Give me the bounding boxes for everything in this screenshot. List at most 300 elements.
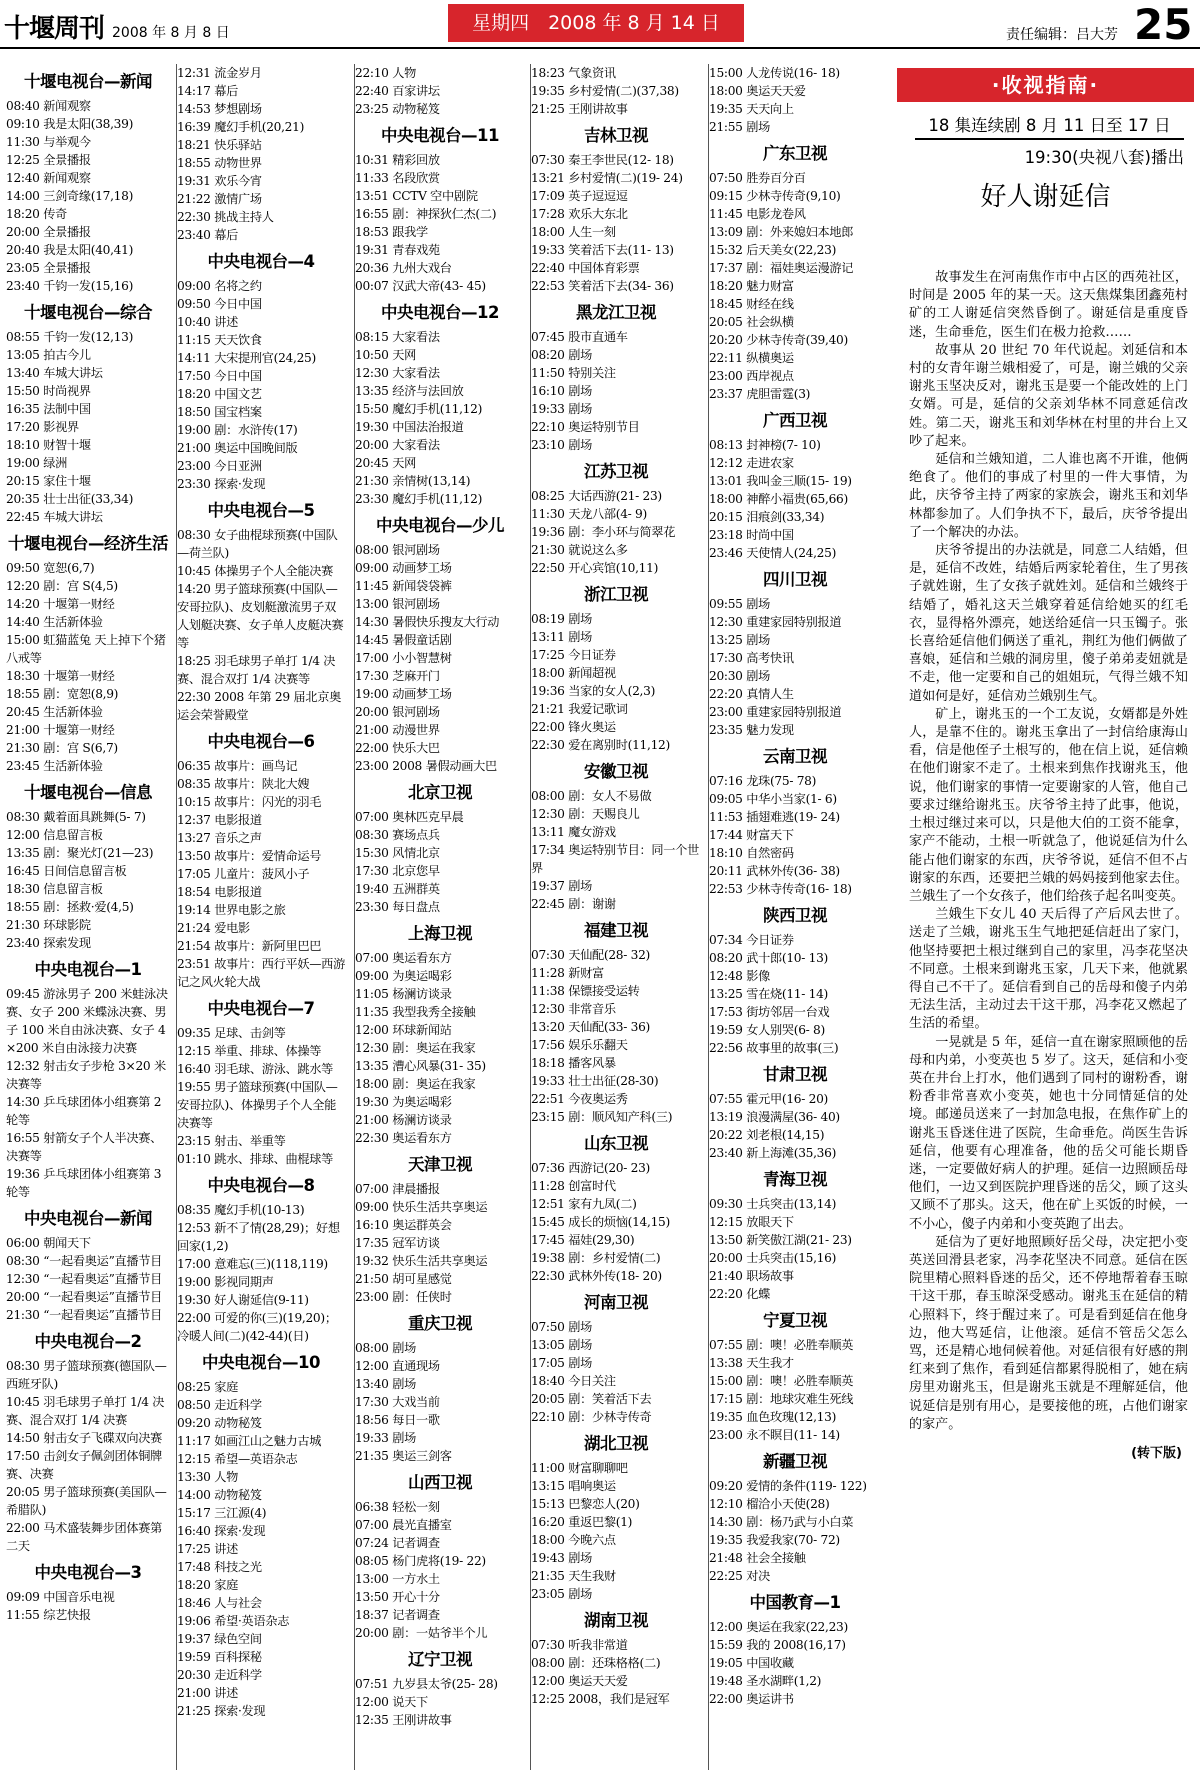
program-entry: 07:50 剧场 [531,1320,592,1334]
program-entry: 18:20 中国文艺 [177,387,262,401]
program-entry: 20:00 剧：一姑爷半个儿 [355,1626,488,1640]
program-entry: 18:30 十堰第一财经 [6,669,115,683]
program-entry: 16:40 羽毛球、游泳、跳水等 [177,1062,334,1076]
program-entry: 06:35 故事片：画鸟记 [177,759,298,773]
guide-paragraph: 故事从 20 世纪 70 年代说起。刘延信和本村的女青年谢兰娥相爱了，可是，谢兰娥的父亲谢兆玉坚决反对，谢兆玉是要一个能改姓的上门女婿。可是，延信的父亲刘华林不同意延信改姓。第二天，谢兆玉和刘华林在村里的井台上又吵了起来。 [909,342,1188,449]
program-entry: 13:38 天生我才 [709,1356,794,1370]
program-entry: 19:35 天天向上 [709,102,794,116]
program-entry: 19:35 血色玫瑰(12,13) [709,1410,837,1424]
program-entry: 16:55 剧：神探狄仁杰(二) [355,207,497,221]
program-entry: 11:15 天天饮食 [177,333,262,347]
channel-heading: 十堰电视台—信息 [24,783,152,802]
program-entry: 20:40 我是太阳(40,41) [6,243,134,257]
program-entry: 18:30 信息留言板 [6,882,103,896]
program-entry: 16:20 重返巴黎(1) [531,1515,633,1529]
channel-heading: 湖北卫视 [584,1434,648,1453]
program-entry: 17:05 剧场 [531,1356,592,1370]
program-entry: 19:31 欢乐今宵 [177,174,262,188]
program-entry: 19:30 好人谢延信(9-11) [177,1293,309,1307]
program-entry: 14:40 生活新体验 [6,615,103,629]
program-entry: 16:10 奥运群英会 [355,1218,452,1232]
program-entry: 23:18 时尚中国 [709,528,794,542]
program-entry: 16:39 魔幻手机(20,21) [177,120,305,134]
program-entry: 23:15 射击、举重等 [177,1134,286,1148]
channel-heading: 吉林卫视 [584,126,648,145]
program-entry: 17:30 北京您早 [355,864,440,878]
program-entry: 14:53 梦想剧场 [177,102,262,116]
program-entry: 08:00 剧场 [355,1341,416,1355]
program-entry: 17:56 娱乐乐翻天 [531,1038,628,1052]
program-entry: 09:00 名将之约 [177,279,262,293]
program-entry: 20:00 大家看法 [355,438,440,452]
channel-heading: 山西卫视 [408,1473,472,1492]
channel-heading: 中央电视台—7 [207,999,315,1018]
program-entry: 13:51 CCTV 空中剧院 [355,189,478,203]
channel-heading: 陕西卫视 [763,906,827,925]
program-entry: 10:45 羽毛球男子单打 1/4 决赛、混合双打 1/4 决赛 [6,1395,165,1427]
program-entry: 21:50 胡可星感觉 [355,1272,452,1286]
program-entry: 18:53 跟我学 [355,225,428,239]
program-entry: 18:00 今晚六点 [531,1533,616,1547]
program-entry: 22:30 2008 年第 29 届北京奥运会荣誉殿堂 [177,690,341,722]
program-entry: 12:00 环球新闻站 [355,1023,452,1037]
program-entry: 15:30 风情北京 [355,846,440,860]
program-entry: 18:50 国宝档案 [177,405,262,419]
program-entry: 18:20 魅力财富 [709,279,794,293]
program-entry: 20:45 生活新体验 [6,705,103,719]
program-entry: 17:30 高考快讯 [709,651,794,665]
program-entry: 17:45 福娃(29,30) [531,1233,635,1247]
program-entry: 21:00 动漫世界 [355,723,440,737]
program-entry: 09:35 足球、击剑等 [177,1026,286,1040]
program-entry: 09:05 中华小当家(1- 6) [709,792,837,806]
program-entry: 23:05 剧场 [531,1587,592,1601]
channel-heading: 宁夏卫视 [763,1311,827,1330]
program-entry: 11:53 插翅难逃(19- 24) [709,810,840,824]
program-entry: 23:05 全景播报 [6,261,91,275]
program-entry: 20:05 剧：笑着活下去 [531,1392,652,1406]
program-entry: 17:30 芝麻开门 [355,669,440,683]
program-entry: 19:36 剧：李小环与简翠花 [531,525,676,539]
program-entry: 19:38 剧：乡村爱情(二) [531,1251,661,1265]
program-entry: 23:45 生活新体验 [6,759,103,773]
program-entry: 09:20 动物秘笈 [177,1416,262,1430]
program-entry: 21:30 亲情树(13,14) [355,474,471,488]
program-entry: 20:30 剧场 [709,669,770,683]
program-entry: 11:28 新财富 [531,966,604,980]
channel-heading: 上海卫视 [408,924,472,943]
channel-heading: 中央电视台—新闻 [24,1209,152,1228]
program-entry: 21:30 就说这么多 [531,543,628,557]
program-entry: 20:00 士兵突击(15,16) [709,1251,837,1265]
schedule-column-1 [6,64,170,1770]
program-entry: 08:20 剧场 [531,348,592,362]
program-entry: 15:13 巴黎恋人(20) [531,1497,640,1511]
program-entry: 17:25 讲述 [177,1542,238,1556]
program-entry: 13:00 一方水土 [355,1572,440,1586]
program-entry: 23:40 探索发现 [6,936,91,950]
program-entry: 19:00 影视同期声 [177,1275,274,1289]
program-entry: 23:46 天使情人(24,25) [709,546,837,560]
program-entry: 13:15 唱响奥运 [531,1479,616,1493]
program-entry: 13:09 剧：外来媳妇本地郎 [709,225,854,239]
program-entry: 08:25 大话西游(21- 23) [531,489,662,503]
program-entry: 13:20 天仙配(33- 36) [531,1020,650,1034]
program-entry: 07:30 秦王李世民(12- 18) [531,153,674,167]
channel-heading: 新疆卫视 [763,1452,827,1471]
program-entry: 17:34 奥运特别节目：同一个世界 [531,843,699,875]
program-entry: 20:36 九州大戏台 [355,261,452,275]
program-entry: 09:10 我是太阳(38,39) [6,117,134,131]
channel-heading: 辽宁卫视 [408,1650,472,1669]
channel-heading: 十堰电视台—经济生活 [8,534,168,553]
program-entry: 13:00 银河剧场 [355,597,440,611]
program-entry: 09:15 少林寺传奇(9,10) [709,189,841,203]
program-entry: 17:48 科技之光 [177,1560,262,1574]
guide-paragraph: 一晃就是 5 年，延信一直在谢家照顾他的岳母和内弟，小变英也 5 岁了。这天，延信和小变英在井台上打水，他们遇到了同村的谢粉香，谢粉香非常喜欢小变英，她也十分同情延信的处境。邮递员送来了一封加急电报，在焦作矿上的谢兆玉昏迷住进了医院，生命垂危。尚医生告诉延信，他要有心理准备，他的岳父可能长期昏迷，一定要做好病人的护理。延信一边照顾岳母他们，一边又到医院护理昏迷的岳父，顾了这头又顾不了那头。这天，他在矿上买饭的时候，一不小心，傻子内弟和小变英跑了出去。 [909,1034,1188,1232]
program-entry: 15:45 成长的烦恼(14,15) [531,1215,670,1229]
header-rule [0,47,1200,49]
program-entry: 23:37 虎胆雷霆(3) [709,387,811,401]
program-entry: 21:30 剧：宫 S(6,7) [6,741,118,755]
program-entry: 07:00 奥运看东方 [355,951,452,965]
program-entry: 21:22 激情广场 [177,192,262,206]
program-entry: 17:00 小小智慧树 [355,651,452,665]
program-entry: 14:17 幕后 [177,84,238,98]
program-entry: 21:25 王刚讲故事 [531,102,628,116]
channel-heading: 中央电视台—11 [381,126,499,145]
program-entry: 19:33 笑着活下去(11- 13) [531,243,674,257]
program-entry: 19:36 当家的女人(2,3) [531,684,656,698]
program-entry: 10:40 讲述 [177,315,238,329]
program-entry: 16:35 法制中国 [6,402,91,416]
page-header [0,0,1200,48]
program-entry: 19:14 世界电影之旅 [177,903,286,917]
program-entry: 13:11 魔女游戏 [531,825,616,839]
program-entry: 13:25 剧场 [709,633,770,647]
program-entry: 23:00 2008 暑假动画大巴 [355,759,497,773]
program-entry: 18:54 电影报道 [177,885,262,899]
program-entry: 19:33 剧场 [531,402,592,416]
program-entry: 19:31 青春戏苑 [355,243,440,257]
program-entry: 12:30 剧：奥运在我家 [355,1041,476,1055]
program-entry: 20:05 社会纵横 [709,315,794,329]
program-entry: 17:50 击剑女子佩剑团体铜牌赛、决赛 [6,1449,163,1481]
program-entry: 17:53 街坊邻居一台戏 [709,1005,830,1019]
program-entry: 20:00 银河剧场 [355,705,440,719]
program-entry: 19:43 剧场 [531,1551,592,1565]
program-entry: 07:30 天仙配(28- 32) [531,948,650,962]
program-entry: 13:35 剧：聚光灯(21—23) [6,846,154,860]
program-entry: 18:40 今日关注 [531,1374,616,1388]
program-entry: 07:55 霍元甲(16- 20) [709,1092,828,1106]
program-entry: 10:31 精彩回放 [355,153,440,167]
program-entry: 21:35 天生我财 [531,1569,616,1583]
program-entry: 20:45 天网 [355,456,416,470]
program-entry: 18:21 快乐驿站 [177,138,262,152]
channel-heading: 北京卫视 [408,783,472,802]
program-entry: 18:10 自然密码 [709,846,794,860]
program-entry: 13:05 拍古今儿 [6,348,91,362]
program-entry: 18:55 剧：拯救·爱(4,5) [6,900,134,914]
program-entry: 21:00 十堰第一财经 [6,723,115,737]
channel-heading: 中央电视台—1 [34,960,142,979]
program-entry: 19:37 剧场 [531,879,592,893]
schedule-column-5 [708,64,881,1770]
program-entry: 09:45 游泳男子 200 米蛙泳决赛、女子 200 米蝶泳决赛、男子 100 米自由泳决赛、女子 4×200 米自由泳接力决赛 [6,987,168,1055]
program-entry: 13:50 新笑傲江湖(21- 23) [709,1233,852,1247]
program-entry: 07:34 今日证券 [709,933,794,947]
program-entry: 13:19 浪漫满屋(36- 40) [709,1110,840,1124]
program-entry: 12:30 “一起看奥运”直播节目 [6,1272,163,1286]
program-entry: 12:30 剧：天赐良儿 [531,807,640,821]
program-entry: 21:24 爱电影 [177,921,250,935]
program-entry: 12:15 放眼天下 [709,1215,794,1229]
program-entry: 18:20 传奇 [6,207,67,221]
program-entry: 13:30 人物 [177,1470,238,1484]
program-entry: 07:00 晨光直播室 [355,1518,452,1532]
program-entry: 12:25 2008，我们是冠军 [531,1692,670,1706]
program-entry: 19:33 壮士出征(28-30) [531,1074,659,1088]
program-entry: 21:30 环球影院 [6,918,91,932]
program-entry: 14:00 动物秘笈 [177,1488,262,1502]
program-entry: 09:00 动画梦工场 [355,561,452,575]
program-entry: 11:50 特别关注 [531,366,616,380]
continued-note: (转下版) [1131,1446,1182,1461]
program-entry: 09:55 剧场 [709,597,770,611]
program-entry: 12:15 举重、排球、体操等 [177,1044,322,1058]
channel-heading: 中央电视台—4 [207,252,315,271]
program-entry: 23:30 每日盘点 [355,900,440,914]
program-entry: 23:30 探索·发现 [177,477,266,491]
program-entry: 08:20 武十郎(10- 13) [709,951,828,965]
channel-heading: 江苏卫视 [584,462,648,481]
editor-credit: 责任编辑：吕大芳 [1006,27,1118,43]
program-entry: 08:13 封神榜(7- 10) [709,438,821,452]
program-entry: 18:55 动物世界 [177,156,262,170]
program-entry: 18:00 剧：奥运在我家 [355,1077,476,1091]
program-entry: 21:55 剧场 [709,120,770,134]
program-entry: 00:07 汉武大帝(43- 45) [355,279,486,293]
program-entry: 17:50 今日中国 [177,369,262,383]
program-entry: 20:15 家住十堰 [6,474,91,488]
program-entry: 21:30 “一起看奥运”直播节目 [6,1308,163,1322]
viewing-guide [897,68,1194,1768]
program-entry: 19:06 希望·英语杂志 [177,1614,290,1628]
program-entry: 10:45 体操男子个人全能决赛 [177,564,334,578]
program-entry: 14:50 射击女子飞碟双向决赛 [6,1431,163,1445]
guide-paragraph: 兰娥生下女儿 40 天后得了产后风去世了。送走了兰娥，谢兆玉生气地把延信赶出了家门，他坚持要把土根过继到自己的家里，冯李花坚决不同意。土根来到谢兆玉家，几天下来，他就累得自己不干了。延信看到自己的岳母和傻子内弟无法生活，主动过去干这干那，冯李花又燃起了生活的希望。 [909,907,1188,1032]
program-entry: 22:10 剧：少林寺传奇 [531,1410,652,1424]
program-entry: 19:37 绿色空间 [177,1632,262,1646]
channel-heading: 中央电视台—8 [207,1176,315,1195]
channel-heading: 甘肃卫视 [763,1065,827,1084]
program-entry: 11:35 我型我秀全接触 [355,1005,476,1019]
guide-airtime: 19:30(央视八套)播出 [1024,148,1184,167]
program-entry: 22:00 快乐大巴 [355,741,440,755]
program-entry: 14:20 十堰第一财经 [6,597,115,611]
program-entry: 20:00 “一起看奥运”直播节目 [6,1290,163,1304]
program-entry: 13:35 经济与法回放 [355,384,464,398]
program-entry: 17:28 欢乐大东北 [531,207,628,221]
program-entry: 14:30 暑假快乐搜友大行动 [355,615,500,629]
program-entry: 11:30 与举观今 [6,135,91,149]
program-entry: 14:11 大宋提刑官(24,25) [177,351,316,365]
program-entry: 19:48 圣水湖畔(1,2) [709,1674,822,1688]
program-entry: 07:00 奥林匹克早晨 [355,810,464,824]
program-entry: 17:05 儿童片：菠风小子 [177,867,310,881]
program-entry: 15:50 魔幻手机(11,12) [355,402,483,416]
program-entry: 11:38 保镖接受运转 [531,984,640,998]
channel-heading: 中央电视台—10 [202,1353,320,1372]
program-entry: 08:00 剧：还珠格格(二) [531,1656,661,1670]
program-entry: 18:00 人生一刻 [531,225,616,239]
program-entry: 22:20 化蝶 [709,1287,770,1301]
channel-heading: 广西卫视 [763,411,827,430]
program-entry: 19:36 乒乓球团体小组赛第 3 轮等 [6,1167,162,1199]
program-entry: 15:00 剧：噢！必胜奉顺英 [709,1374,854,1388]
program-entry: 19:30 为奥运喝彩 [355,1095,452,1109]
program-entry: 13:50 故事片：爱情命运号 [177,849,322,863]
program-entry: 09:20 爱情的条件(119- 122) [709,1479,867,1493]
program-entry: 19:33 剧场 [355,1431,416,1445]
program-entry: 23:30 魔幻手机(11,12) [355,492,483,506]
program-entry: 08:19 剧场 [531,612,592,626]
program-entry: 08:40 新闻观察 [6,99,91,113]
channel-heading: 十堰电视台—新闻 [24,72,152,91]
program-entry: 19:32 快乐生活共享奥运 [355,1254,488,1268]
program-entry: 13:11 剧场 [531,630,592,644]
program-entry: 19:55 男子篮球预赛(中国队—安哥拉队)、体操男子个人全能决赛等 [177,1080,338,1130]
program-entry: 23:25 动物秘笈 [355,102,440,116]
program-entry: 22:40 百家讲坛 [355,84,440,98]
program-entry: 17:15 剧：地球灾难生死线 [709,1392,854,1406]
program-entry: 17:37 剧：福娃奥运漫游记 [709,261,854,275]
program-entry: 21:00 讲述 [177,1686,238,1700]
channel-heading: 云南卫视 [763,747,827,766]
program-entry: 20:11 武林外传(36- 38) [709,864,840,878]
program-entry: 22:56 故事里的故事(三) [709,1041,839,1055]
program-entry: 11:30 天龙八部(4- 9) [531,507,647,521]
program-entry: 12:40 新闻观察 [6,171,91,185]
program-entry: 22:10 奥运特别节目 [531,420,640,434]
program-entry: 19:35 我爱我家(70- 72) [709,1533,840,1547]
program-entry: 08:55 千钧一发(12,13) [6,330,134,344]
program-entry: 07:50 胜券百分百 [709,171,806,185]
program-entry: 08:30 赛场点兵 [355,828,440,842]
program-entry: 12:51 家有九凤(二) [531,1197,637,1211]
program-entry: 23:51 故事片：西行平妖—西游记之风火轮大战 [177,957,345,989]
program-entry: 20:22 刘老根(14,15) [709,1128,825,1142]
program-entry: 18:46 人与社会 [177,1596,262,1610]
program-entry: 15:17 三江源(4) [177,1506,267,1520]
channel-heading: 广东卫视 [763,144,827,163]
program-entry: 21:00 奥运中国晚间版 [177,441,298,455]
program-entry: 23:40 新上海滩(35,36) [709,1146,837,1160]
channel-heading: 四川卫视 [763,570,827,589]
program-entry: 23:00 剧：任侠时 [355,1290,452,1304]
channel-heading: 中央电视台—2 [34,1332,142,1351]
program-entry: 12:12 走进农家 [709,456,794,470]
program-entry: 18:56 每日一歌 [355,1413,440,1427]
program-entry: 21:35 奥运三剑客 [355,1449,452,1463]
program-entry: 19:05 中国收藏 [709,1656,794,1670]
program-entry: 12:25 全景播报 [6,153,91,167]
program-entry: 12:10 榴洽小天使(28) [709,1497,830,1511]
program-entry: 14:30 乒乓球团体小组赛第 2 轮等 [6,1095,162,1127]
channel-heading: 中央电视台—少儿 [376,516,504,535]
program-entry: 22:00 奥运讲书 [709,1692,794,1706]
program-entry: 18:18 播客风暴 [531,1056,616,1070]
program-entry: 21:48 社会全接触 [709,1551,806,1565]
program-entry: 18:10 财智十堰 [6,438,91,452]
program-entry: 07:16 龙珠(75- 78) [709,774,817,788]
program-entry: 19:59 百科探秘 [177,1650,262,1664]
program-entry: 17:00 意难忘(三)(118,119) [177,1257,328,1271]
program-entry: 07:55 剧：噢！必胜奉顺英 [709,1338,854,1352]
channel-heading: 中国教育—1 [749,1593,841,1612]
program-entry: 01:10 跳水、排球、曲棍球等 [177,1152,334,1166]
program-entry: 15:50 时尚视界 [6,384,91,398]
program-entry: 12:35 王刚讲故事 [355,1713,452,1727]
program-entry: 22:30 武林外传(18- 20) [531,1269,662,1283]
program-entry: 12:32 射击女子步枪 3×20 米决赛等 [6,1059,166,1091]
program-entry: 08:00 剧：女人不易做 [531,789,652,803]
program-entry: 13:01 我叫金三顺(15- 19) [709,474,852,488]
program-entry: 06:38 轻松一刻 [355,1500,440,1514]
program-entry: 15:00 人龙传说(16- 18) [709,66,840,80]
guide-title: ·收视指南· [897,68,1194,102]
program-entry: 22:30 爱在离别时(11,12) [531,738,670,752]
program-entry: 09:00 快乐生活共享奥运 [355,1200,488,1214]
program-entry: 12:30 重建家园特别报道 [709,615,842,629]
program-entry: 17:25 今日证券 [531,648,616,662]
guide-paragraph: 故事发生在河南焦作市中占区的西苑社区，时间是 2005 年的某一天。这天焦煤集团鑫苑村矿的工人谢延信突然昏倒了。谢延信是重度昏迷，生命垂危，医生们在极力抢救…… [909,270,1188,340]
program-entry: 12:00 说天下 [355,1695,428,1709]
program-entry: 11:17 如画江山之魅力古城 [177,1434,322,1448]
program-entry: 15:00 虹猫蓝兔 天上掉下个猪八戒等 [6,633,166,665]
program-entry: 22:30 奥运看东方 [355,1131,452,1145]
program-entry: 20:35 壮士出征(33,34) [6,492,134,506]
program-entry: 09:00 为奥运喝彩 [355,969,452,983]
program-entry: 18:00 新闻超视 [531,666,616,680]
program-entry: 11:55 综艺快报 [6,1608,91,1622]
program-entry: 12:00 直通现场 [355,1359,440,1373]
program-entry: 23:10 剧场 [531,438,592,452]
channel-heading: 重庆卫视 [408,1314,472,1333]
program-entry: 08:00 银河剧场 [355,543,440,557]
program-entry: 21:25 探索·发现 [177,1704,266,1718]
channel-heading: 中央电视台—5 [207,501,315,520]
program-entry: 22:53 少林寺传奇(16- 18) [709,882,852,896]
program-entry: 22:51 今夜奥运秀 [531,1092,628,1106]
guide-body [897,269,1194,1434]
program-entry: 23:00 西岸视点 [709,369,794,383]
program-entry: 06:00 朝闻天下 [6,1236,91,1250]
program-entry: 13:27 音乐之声 [177,831,262,845]
program-entry: 23:00 重建家园特别报道 [709,705,842,719]
channel-heading: 青海卫视 [763,1170,827,1189]
guide-headline: 好人谢延信 [980,182,1111,212]
program-entry: 23:00 今日亚洲 [177,459,262,473]
program-entry: 13:50 开心十分 [355,1590,440,1604]
program-entry: 22:25 对决 [709,1569,770,1583]
program-entry: 11:28 创富时代 [531,1179,616,1193]
program-entry: 07:30 听我非常道 [531,1638,628,1652]
program-entry: 16:10 剧场 [531,384,592,398]
program-entry: 15:59 我的 2008(16,17) [709,1638,846,1652]
program-entry: 23:15 剧：顺风知产科(三) [531,1110,673,1124]
